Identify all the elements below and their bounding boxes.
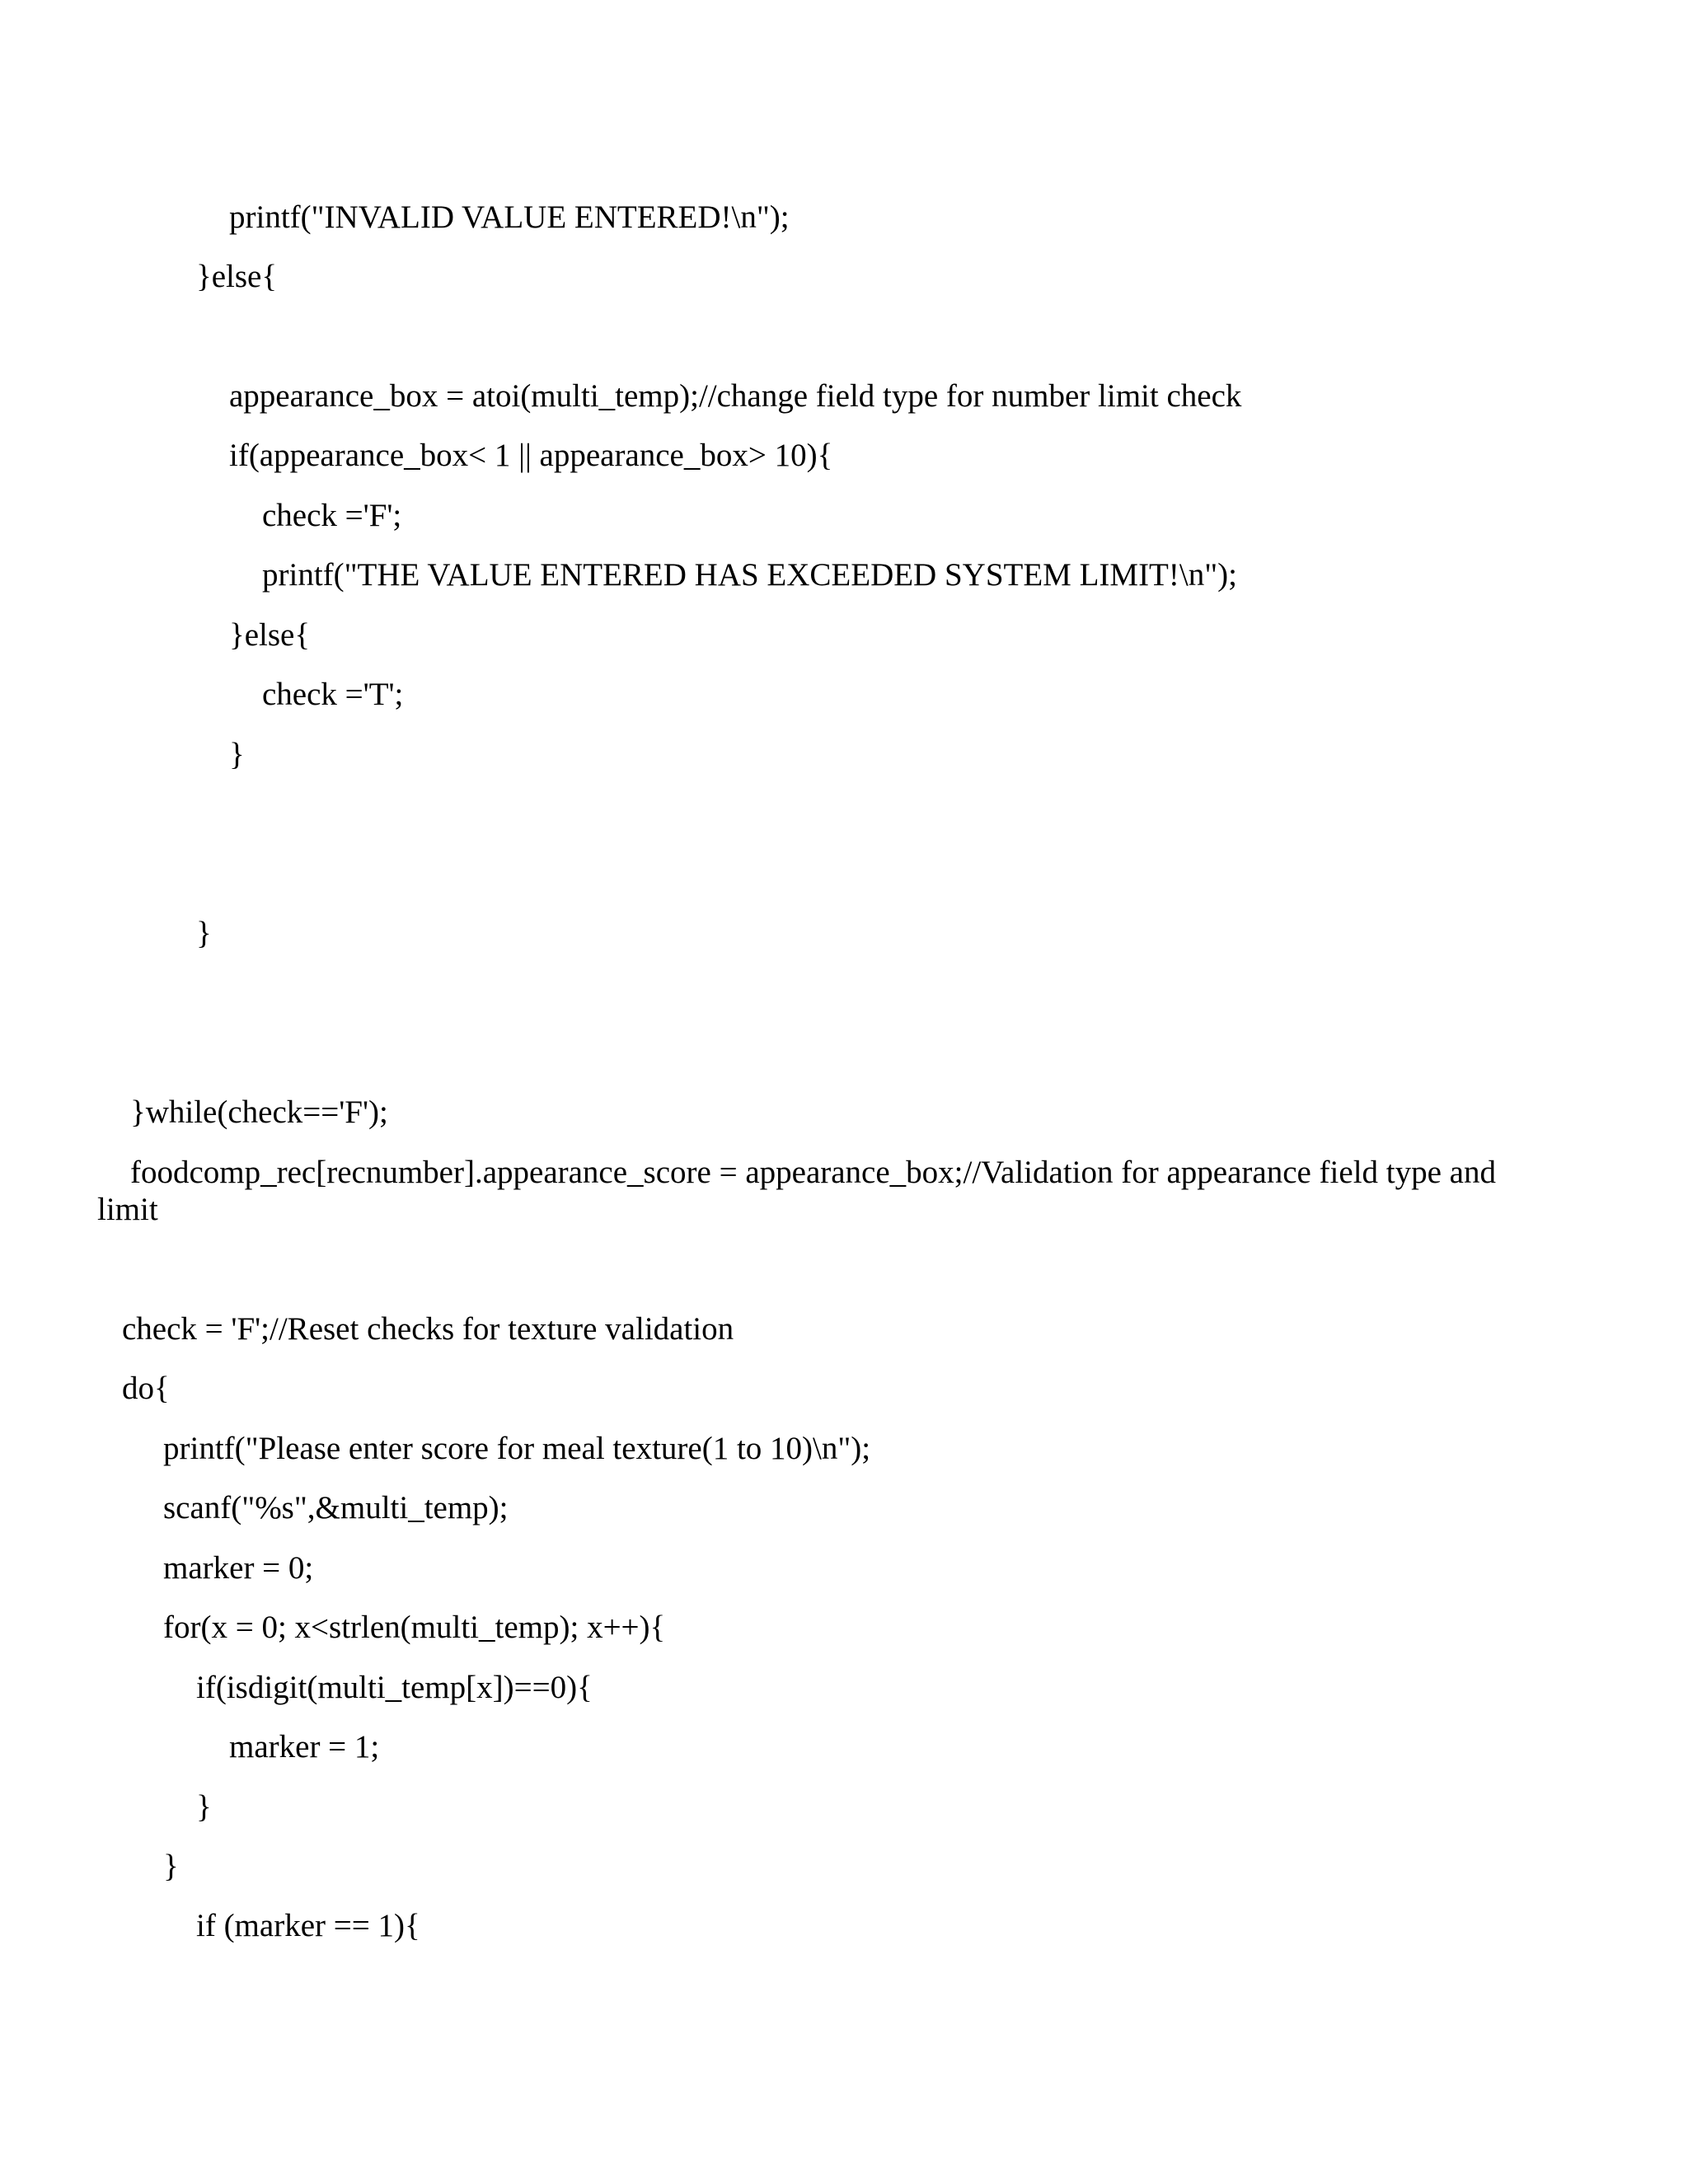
code-line: for(x = 0; x<strlen(multi_temp); x++){ — [163, 1610, 666, 1645]
code-line: printf("THE VALUE ENTERED HAS EXCEEDED SYSTEM LIMIT!\n"); — [262, 557, 1237, 593]
code-line: check ='T'; — [262, 677, 404, 712]
code-line: printf("Please enter score for meal texture(1 to 10)\n"); — [163, 1431, 871, 1466]
code-line: }while(check=='F'); — [130, 1094, 388, 1130]
code-line: } — [196, 1789, 212, 1825]
code-line: } — [229, 737, 245, 772]
code-line: check = 'F';//Reset checks for texture validation — [122, 1311, 734, 1347]
code-line: } — [196, 916, 212, 951]
code-line: appearance_box = atoi(multi_temp);//change field type for number limit check — [229, 378, 1242, 414]
code-line: marker = 0; — [163, 1550, 314, 1586]
code-line: check ='F'; — [262, 498, 402, 533]
code-line: } — [163, 1849, 179, 1884]
code-line: limit — [97, 1192, 158, 1227]
code-line: do{ — [122, 1371, 170, 1406]
code-line: marker = 1; — [229, 1729, 380, 1765]
code-line: foodcomp_rec[recnumber].appearance_score = appearance_box;//Validation for appearance field type and — [130, 1155, 1496, 1190]
code-line: printf("INVALID VALUE ENTERED!\n"); — [229, 199, 790, 235]
code-line: scanf("%s",&multi_temp); — [163, 1490, 509, 1526]
code-line: }else{ — [196, 259, 278, 294]
code-line: if(isdigit(multi_temp[x])==0){ — [196, 1670, 593, 1705]
code-line: }else{ — [229, 617, 311, 653]
code-line: if (marker == 1){ — [196, 1908, 420, 1943]
code-line: if(appearance_box< 1 || appearance_box> 10){ — [229, 438, 833, 473]
